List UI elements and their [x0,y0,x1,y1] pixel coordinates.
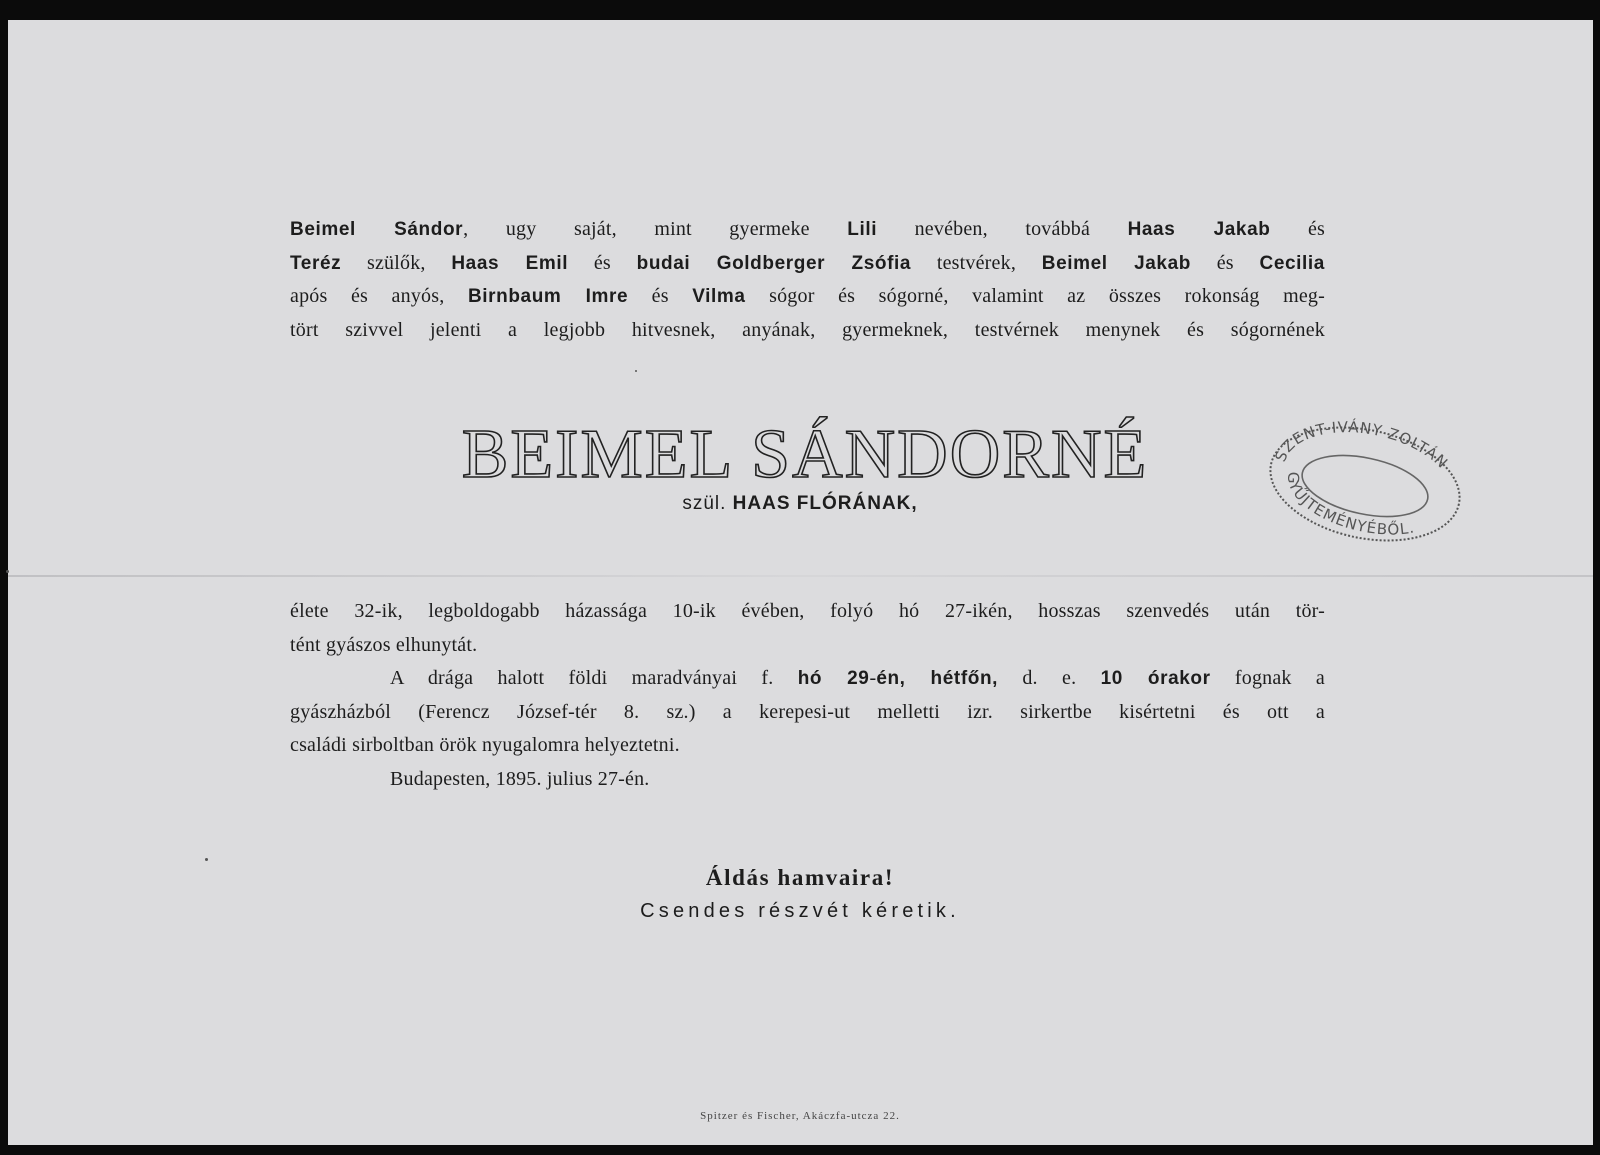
blessing-line: Áldás hamvaira! [705,865,895,890]
notice-paper [8,20,1593,1145]
main-line [290,696,1325,730]
body-text: após és anyós, [290,285,468,307]
body-text: testvérek, [911,251,1042,274]
body-text: gyászházból (Ferencz József-tér 8. sz.) a kerepesi-ut melletti izr. sirkertbe kisértetni és ott a [290,700,1325,723]
intro-line [290,314,1325,348]
stamp-bottom-text: GYŰJTEMÉNYÉBŐL. [1284,471,1417,539]
bold-name-text: Cecilia [1259,252,1325,274]
main-line [290,629,1325,663]
body-text: d. e. [998,667,1101,689]
intro-line [290,247,1325,281]
body-text: szülők, [341,251,452,274]
main-line [290,662,1325,696]
intro-line [290,280,1325,314]
body-text: élete 32-ik, legboldogabb házassága 10-ik évében, folyó hó 27-ikén, hosszas szenvedés után tör- [290,600,1325,622]
paper-fold-crease [8,575,1593,577]
body-text: A drága halott földi maradványai f. [390,667,798,689]
bold-name-text: én, hétfőn, [876,668,999,689]
intro-line [290,213,1325,247]
body-text: Budapesten, 1895. julius 27-én. [390,767,650,790]
bold-name-text: Beimel Sándor [290,219,464,240]
bold-name-text: Birnbaum Imre [467,286,629,307]
body-text: és [1270,218,1326,240]
body-text: , ugy saját, mint gyermeke [463,218,848,240]
body-text: tént gyászos elhunytát. [290,633,478,656]
intro-paragraph [290,213,1325,347]
paper-speck [635,370,637,372]
paper-speck [6,570,9,573]
body-text: és [1190,251,1260,274]
bold-name-text: Vilma [692,286,746,307]
bold-name-text: Lili [847,219,878,240]
main-line [290,763,1325,797]
body-text: nevében, továbbá [877,218,1128,240]
main-paragraph [290,595,1325,796]
main-line [290,595,1325,629]
maiden-name-line [600,493,1000,515]
bold-name-text: Haas Emil [451,252,569,274]
main-line [290,729,1325,763]
body-text: tört szivvel jelenti a legjobb hitvesnek, anyának, gyermeknek, testvérnek menynek és sógornének [290,318,1325,341]
bold-name-text: hó 29 [797,668,870,689]
stamp-oval-icon [1260,418,1470,548]
born-prefix: szül. [682,493,727,514]
paper-speck [205,858,208,861]
body-text: és [568,251,637,274]
collection-stamp [1260,418,1470,548]
bold-name-text: Haas Jakab [1127,219,1271,240]
body-text: és [628,285,693,307]
body-text: családi sirboltban örök nyugalomra helyeztetni. [290,734,680,756]
body-text: sógor és sógorné, valamint az összes rokonság meg- [745,285,1325,307]
body-text: fognak a [1210,667,1325,689]
bold-name-text: Beimel Jakab [1041,252,1191,274]
maiden-name: HAAS FLÓRÁNAK, [732,493,918,514]
stamp-top-text: SZENT-IVÁNY ZOLTÁN [1271,418,1452,473]
condolence-note: Csendes részvét kéretik. [640,900,960,922]
bold-name-text: budai Goldberger Zsófia [636,252,912,274]
bold-name-text: Teréz [290,252,342,274]
body-text: - [869,667,877,689]
printer-imprint: Spitzer és Fischer, Akáczfa-utcza 22. [700,1110,900,1122]
bold-name-text: 10 órakor [1100,668,1211,689]
deceased-name: BEIMEL SÁNDORNÉ [461,416,1149,493]
